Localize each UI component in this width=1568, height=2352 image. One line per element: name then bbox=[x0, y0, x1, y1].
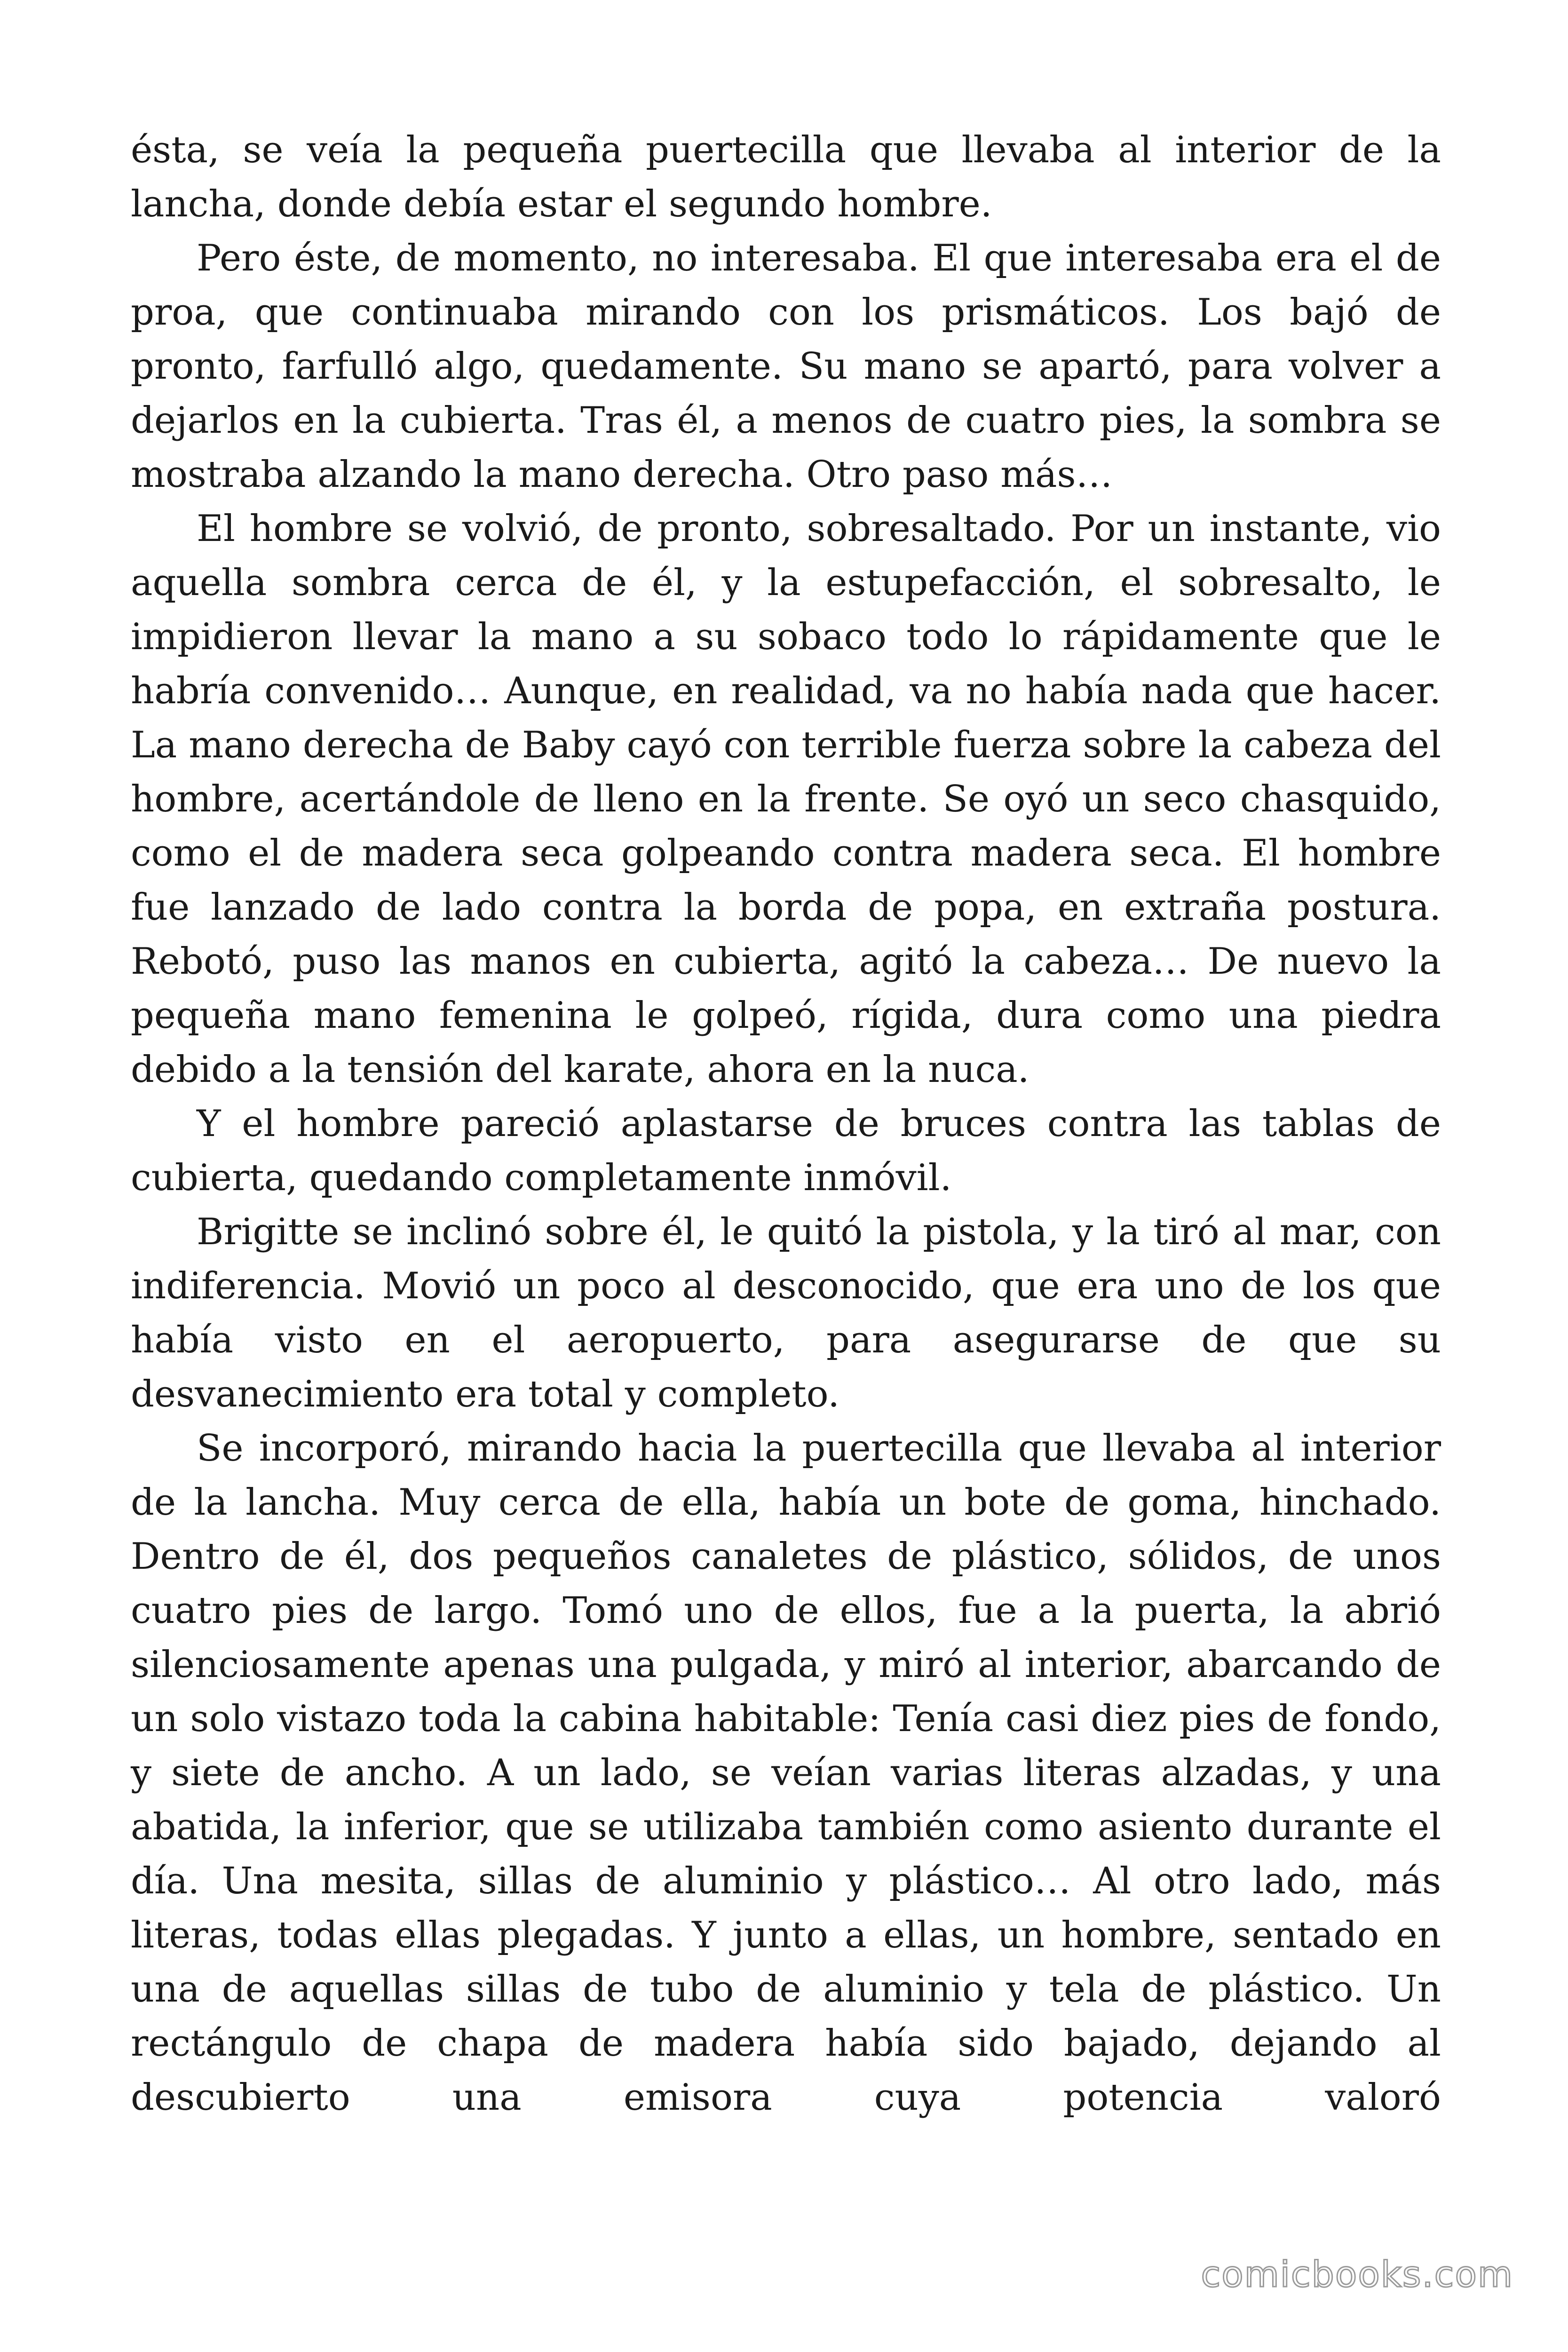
paragraph: Pero éste, de momento, no interesaba. El que interesaba era el de proa, que continuaba mirando con los prismáticos. Los bajó de pronto, farfulló algo, quedamente. Su mano se apartó, para volver a dejarlos en la cubierta. Tras él, a menos de cuatro pies, la sombra se mostraba alzando la mano derecha. Otro paso más… bbox=[131, 237, 1441, 496]
paragraph: El hombre se volvió, de pronto, sobresaltado. Por un instante, vio aquella sombra cerca de él, y la estupefacción, el sobresalto, le impidieron llevar la mano a su sobaco todo lo rápidamente que le habría convenido… Aunque, en realidad, va no había nada que hacer. La mano derecha de Baby cayó con terrible fuerza sobre la cabeza del hombre, acertándole de lleno en la frente. Se oyó un seco chasquido, como el de madera seca golpeando contra madera seca. El hombre fue lanzado de lado contra la borda de popa, en extraña postura. Rebotó, puso las manos en cubierta, agitó la cabeza… De nuevo la pequeña mano femenina le golpeó, rígida, dura como una piedra debido a la tensión del karate, ahora en la nuca. bbox=[131, 508, 1441, 1091]
page-body bbox=[131, 123, 1441, 2125]
paragraph: ésta, se veía la pequeña puertecilla que llevaba al interior de la lancha, donde debía estar el segundo hombre. bbox=[131, 129, 1441, 225]
paragraph: Y el hombre pareció aplastarse de bruces contra las tablas de cubierta, quedando completamente inmóvil. bbox=[131, 1103, 1441, 1199]
paragraph: Brigitte se inclinó sobre él, le quitó la pistola, y la tiró al mar, con indiferencia. Movió un poco al desconocido, que era uno de los que había visto en el aeropuerto, para asegurarse de que su desvanecimiento era total y completo. bbox=[131, 1211, 1441, 1415]
watermark: comicbooks.com bbox=[1201, 2253, 1513, 2295]
paragraph: Se incorporó, mirando hacia la puertecilla que llevaba al interior de la lancha. Muy cerca de ella, había un bote de goma, hinchado. Dentro de él, dos pequeños canaletes de plástico, sólidos, de unos cuatro pies de largo. Tomó uno de ellos, fue a la puerta, la abrió silenciosamente apenas una pulgada, y miró al interior, abarcando de un solo vistazo toda la cabina habitable: Tenía casi diez pies de fondo, y siete de ancho. A un lado, se veían varias literas alzadas, y una abatida, la inferior, que se utilizaba también como asiento durante el día. Una mesita, sillas de aluminio y plástico… Al otro lado, más literas, todas ellas plegadas. Y junto a ellas, un hombre, sentado en una de aquellas sillas de tubo de aluminio y tela de plástico. Un rectángulo de chapa de madera había sido bajado, dejando al descubierto una emisora cuya potencia valoró bbox=[131, 1427, 1441, 2119]
